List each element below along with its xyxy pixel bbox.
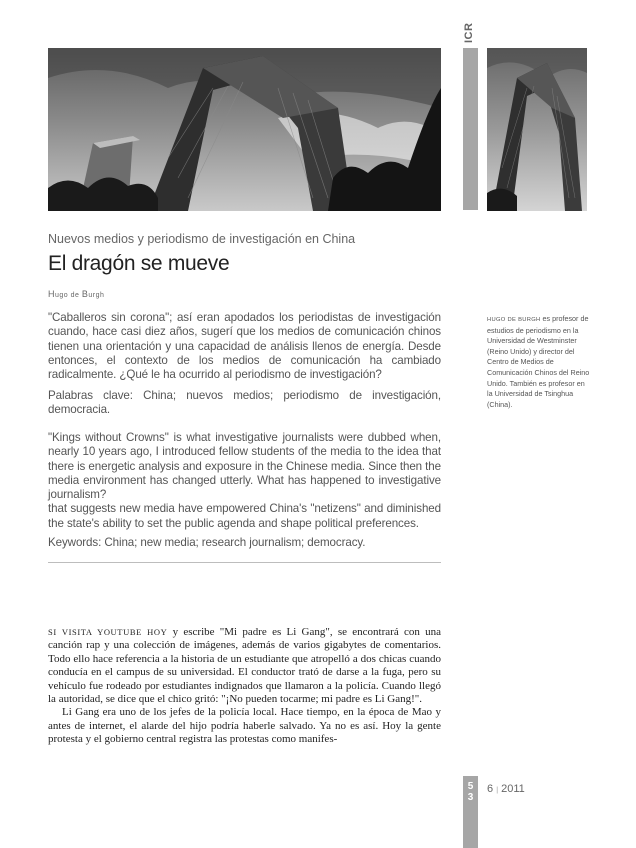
abstract-english: "Kings without Crowns" is what investigative journalists were dubbed when, nearly 10 years ago, I introduced fellow students of the media to the idea that there is energetic analysis and exposure in the Chinese media. Since then the media environment has changed utterly. What has happened to investigative journalism? that suggests new media have empowered China's "netizens" and diminished the state's ability to set the public agenda and shape political preferences. [48,431,441,530]
article-kicker: Nuevos medios y periodismo de investigación en China [48,232,356,246]
body-paragraph-1: SI VISITA YOUTUBE HOY y escribe "Mi padre es Li Gang", se encontrará con una canción rap y una colección de imágenes, además de varios gigabytes de comentarios. Todo ello hace referencia a la historia de un estudiante que atropelló a dos chicas cuando conducía en el campus de su universidad. El conductor trató de darse a la fuga, pero su vehículo fue rodeado por estudiantes indignados que llamaron a la policía. Cuando llegó la autoridad, se dice que el chico gritó: "¡No pueden tocarme; mi padre es Li Gang!". [48,626,441,706]
page-number: 5 3 [467,781,474,803]
abstract-spanish: "Caballeros sin corona"; así eran apodados los periodistas de investigación cuando, hace casi diez años, sugerí que los medios de comunicación chinos tienen una orientación y una capacidad de análisis llenos de energía. Desde entonces, el contexto de los medios de comunicación ha cambiado radicalmente. ¿Qué le ha ocurrido al periodismo de investigación? [48,311,441,382]
article-body [48,626,441,747]
journal-tag: ICR [463,22,475,44]
section-divider [48,562,441,563]
cctv-building-illustration [48,48,441,211]
article-title: El dragón se mueve [48,252,230,275]
thumbnail-photo [487,48,587,211]
hero-photo [48,48,441,211]
article-author: Hugo de Burgh [48,289,105,299]
keywords-spanish: Palabras clave: China; nuevos medios; periodismo de investigación, democracia. [48,389,441,417]
issue-label: 6 | 2011 [487,783,525,795]
margin-bar [463,48,478,210]
author-bio: HUGO DE BURGH es profesor de estudios de periodismo en la Universidad de Westminster (Reino Unido) y director del Centro de Medios de Comunicación Chinos del Reino Unido. También es profesor en la Universidad de Tsinghua (China). [487,314,590,409]
keywords-english: Keywords: China; new media; research journalism; democracy. [48,536,366,549]
body-paragraph-2: Li Gang era uno de los jefes de la policía local. Hace tiempo, en la época de Mao y antes de internet, el alarde del hijo podría haberle salvado. Ya no es así. Hoy la gente protesta y el gobierno central registra las protestas como manifes- [48,706,441,746]
cctv-building-thumbnail [487,48,587,211]
